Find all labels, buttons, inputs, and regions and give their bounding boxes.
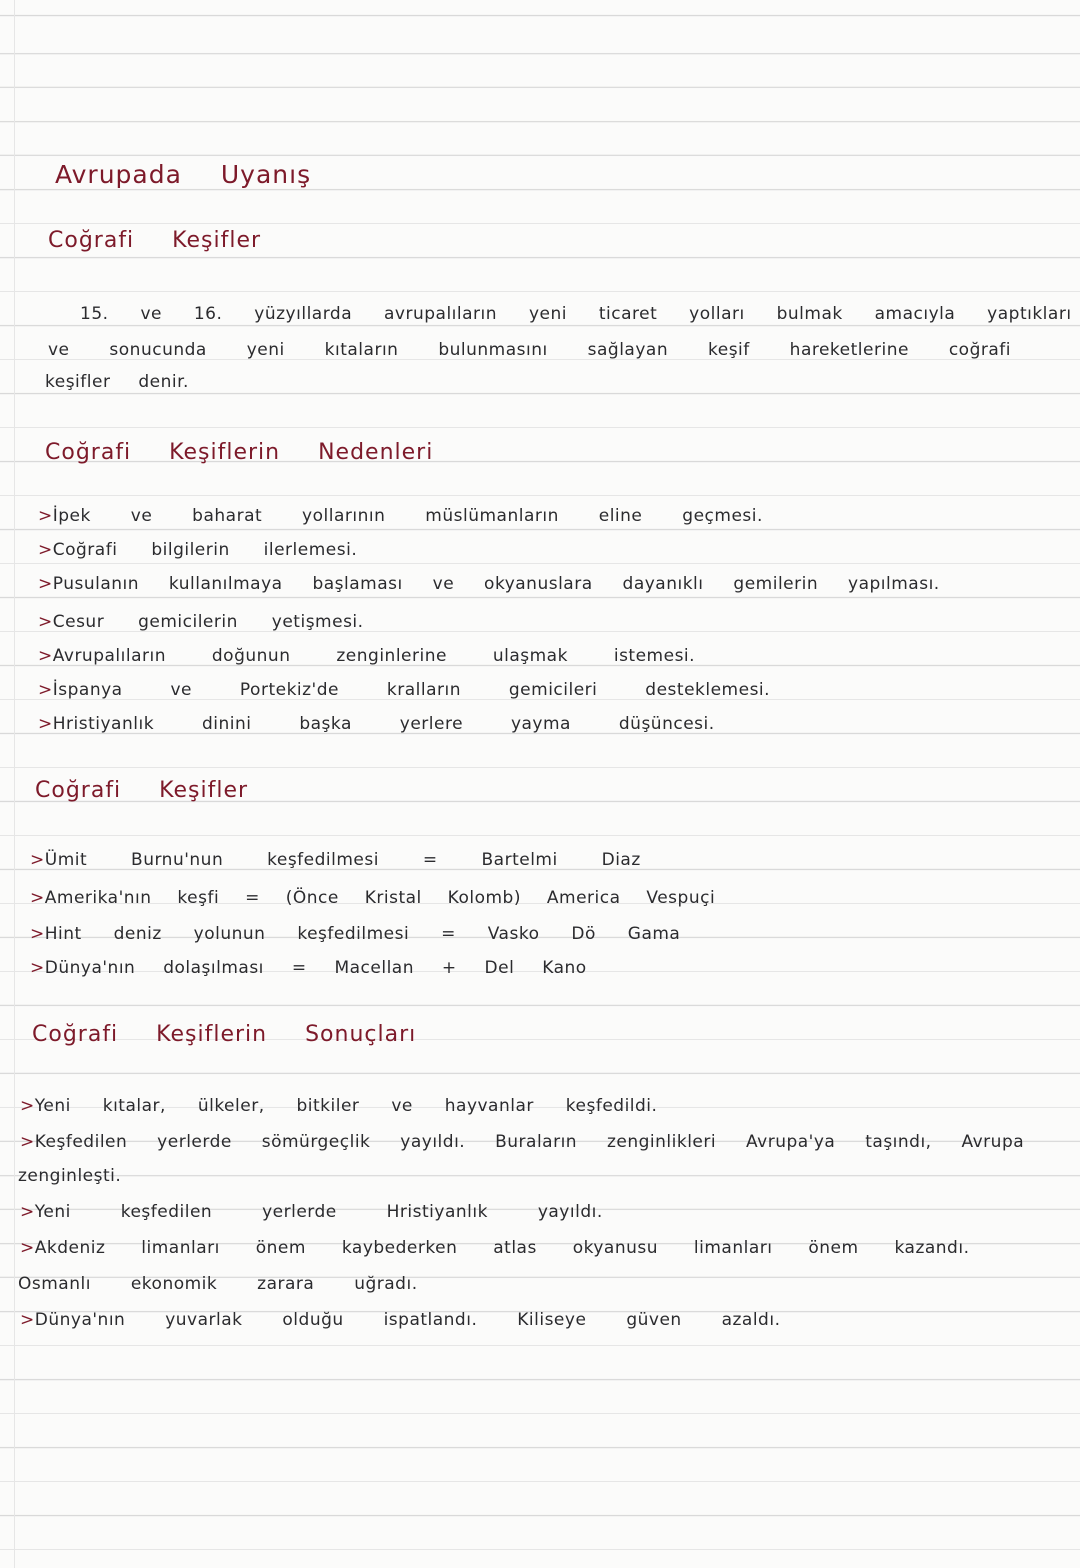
bullet-icon: > [38,574,53,594]
bullet-icon: > [38,540,53,560]
bullet-icon: > [20,1132,35,1152]
list-item: >İpek ve baharat yollarının müslümanların eline geçmesi. [38,506,763,526]
list-item: >Hint deniz yolunun keşfedilmesi = Vasko Dö Gama [30,924,681,944]
bullet-icon: > [38,612,53,632]
paragraph-line: 15. ve 16. yüzyıllarda avrupalıların yeni ticaret yolları bulmak amacıyla yaptıkları [80,304,1072,324]
section-heading: Coğrafi Keşifler [35,778,249,803]
list-item: >Keşfedilen yerlerde sömürgeçlik yayıldı. Buraların zenginlikleri Avrupa'ya taşındı, Avrupa [20,1132,1025,1152]
bullet-icon: > [30,850,45,870]
section-heading: Coğrafi Keşiflerin Sonuçları [32,1022,417,1047]
paragraph-line: ve sonucunda yeni kıtaların bulunmasını sağlayan keşif hareketlerine coğrafi [48,340,1011,360]
list-item: >Akdeniz limanları önem kaybederken atlas okyanusu limanları önem kazandı. [20,1238,970,1258]
list-item-continuation: zenginleşti. [18,1166,122,1186]
page-title: Avrupada Uyanış [55,160,312,189]
bullet-icon: > [30,924,45,944]
list-item: >Cesur gemicilerin yetişmesi. [38,612,364,632]
list-item: >Ümit Burnu'nun keşfedilmesi = Bartelmi Diaz [30,850,641,870]
list-item: >Amerika'nın keşfi = (Önce Kristal Kolomb) America Vespuçi [30,888,716,908]
bullet-icon: > [38,714,53,734]
list-item-continuation: Osmanlı ekonomik zarara uğradı. [18,1274,418,1294]
bullet-icon: > [38,646,53,666]
list-item: >Coğrafi bilgilerin ilerlemesi. [38,540,358,560]
bullet-icon: > [30,888,45,908]
section-heading: Coğrafi Keşifler [48,228,262,253]
list-item: >İspanya ve Portekiz'de kralların gemicileri desteklemesi. [38,680,771,700]
bullet-icon: > [20,1202,35,1222]
page-margin-line [14,0,15,1568]
list-item: >Hristiyanlık dinini başka yerlere yayma düşüncesi. [38,714,715,734]
bullet-icon: > [20,1238,35,1258]
bullet-icon: > [20,1310,35,1330]
list-item: >Avrupalıların doğunun zenginlerine ulaşmak istemesi. [38,646,696,666]
bullet-icon: > [38,506,53,526]
list-item: >Yeni kıtalar, ülkeler, bitkiler ve hayvanlar keşfedildi. [20,1096,658,1116]
list-item: >Dünya'nın dolaşılması = Macellan + Del Kano [30,958,587,978]
list-item: >Dünya'nın yuvarlak olduğu ispatlandı. Kiliseye güven azaldı. [20,1310,781,1330]
bullet-icon: > [30,958,45,978]
list-item: >Pusulanın kullanılmaya başlaması ve okyanuslara dayanıklı gemilerin yapılması. [38,574,940,594]
paragraph-line: keşifler denir. [45,372,189,392]
bullet-icon: > [38,680,53,700]
list-item: >Yeni keşfedilen yerlerde Hristiyanlık yayıldı. [20,1202,603,1222]
section-heading: Coğrafi Keşiflerin Nedenleri [45,440,434,465]
bullet-icon: > [20,1096,35,1116]
